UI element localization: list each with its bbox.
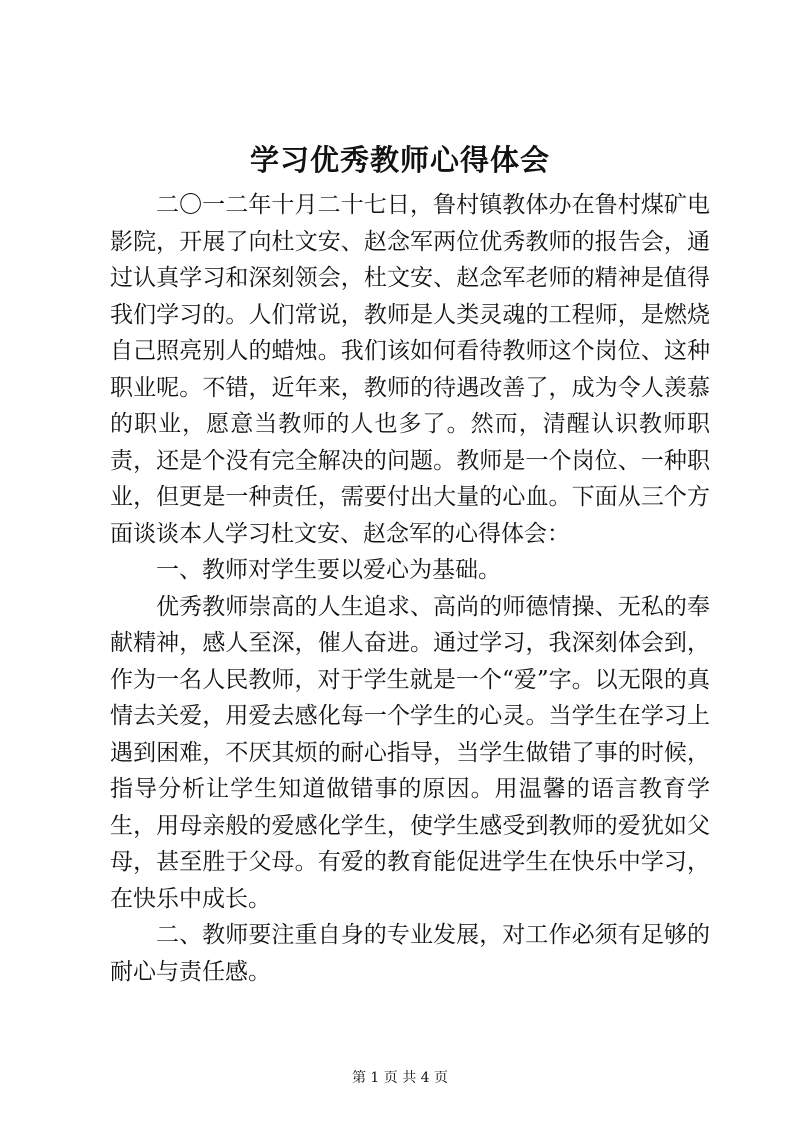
paragraph-section-1: 优秀教师崇高的人生追求、高尚的师德情操、无私的奉献精神，感人至深，催人奋进。通过学习，我深刻体会到，作为一名人民教师，对于学生就是一个“爱”字。以无限的真情去关爱，用爱去感化每一个学生的心灵。当学生在学习上遇到困难，不厌其烦的耐心指导，当学生做错了事的时候，指导分析让学生知道做错事的原因。用温馨的语言教育学生，用母亲般的爱感化学生，使学生感受到教师的爱犹如父母，甚至胜于父母。有爱的教育能促进学生在快乐中学习，在快乐中成长。 <box>110 593 710 912</box>
document-body <box>110 187 710 990</box>
document-title: 学习优秀教师心得体会 <box>249 143 550 177</box>
page-footer: 第 1 页 共 4 页 <box>351 1070 449 1086</box>
heading-section-1: 一、教师对学生要以爱心为基础。 <box>156 557 501 583</box>
heading-section-2: 二、教师要注重自身的专业发展，对工作必须有足够的耐心与责任感。 <box>110 922 710 985</box>
paragraph-intro: 二〇一二年十月二十七日，鲁村镇教体办在鲁村煤矿电影院，开展了向杜文安、赵念军两位优秀教师的报告会，通过认真学习和深刻领会，杜文安、赵念军老师的精神是值得我们学习的。人们常说，教师是人类灵魂的工程师，是燃烧自己照亮别人的蜡烛。我们该如何看待教师这个岗位、这种职业呢。不错，近年来，教师的待遇改善了，成为令人羡慕的职业，愿意当教师的人也多了。然而，清醒认识教师职责，还是个没有完全解决的问题。教师是一个岗位、一种职业，但更是一种责任，需要付出大量的心血。下面从三个方面谈谈本人学习杜文安、赵念军的心得体会： <box>110 192 710 547</box>
